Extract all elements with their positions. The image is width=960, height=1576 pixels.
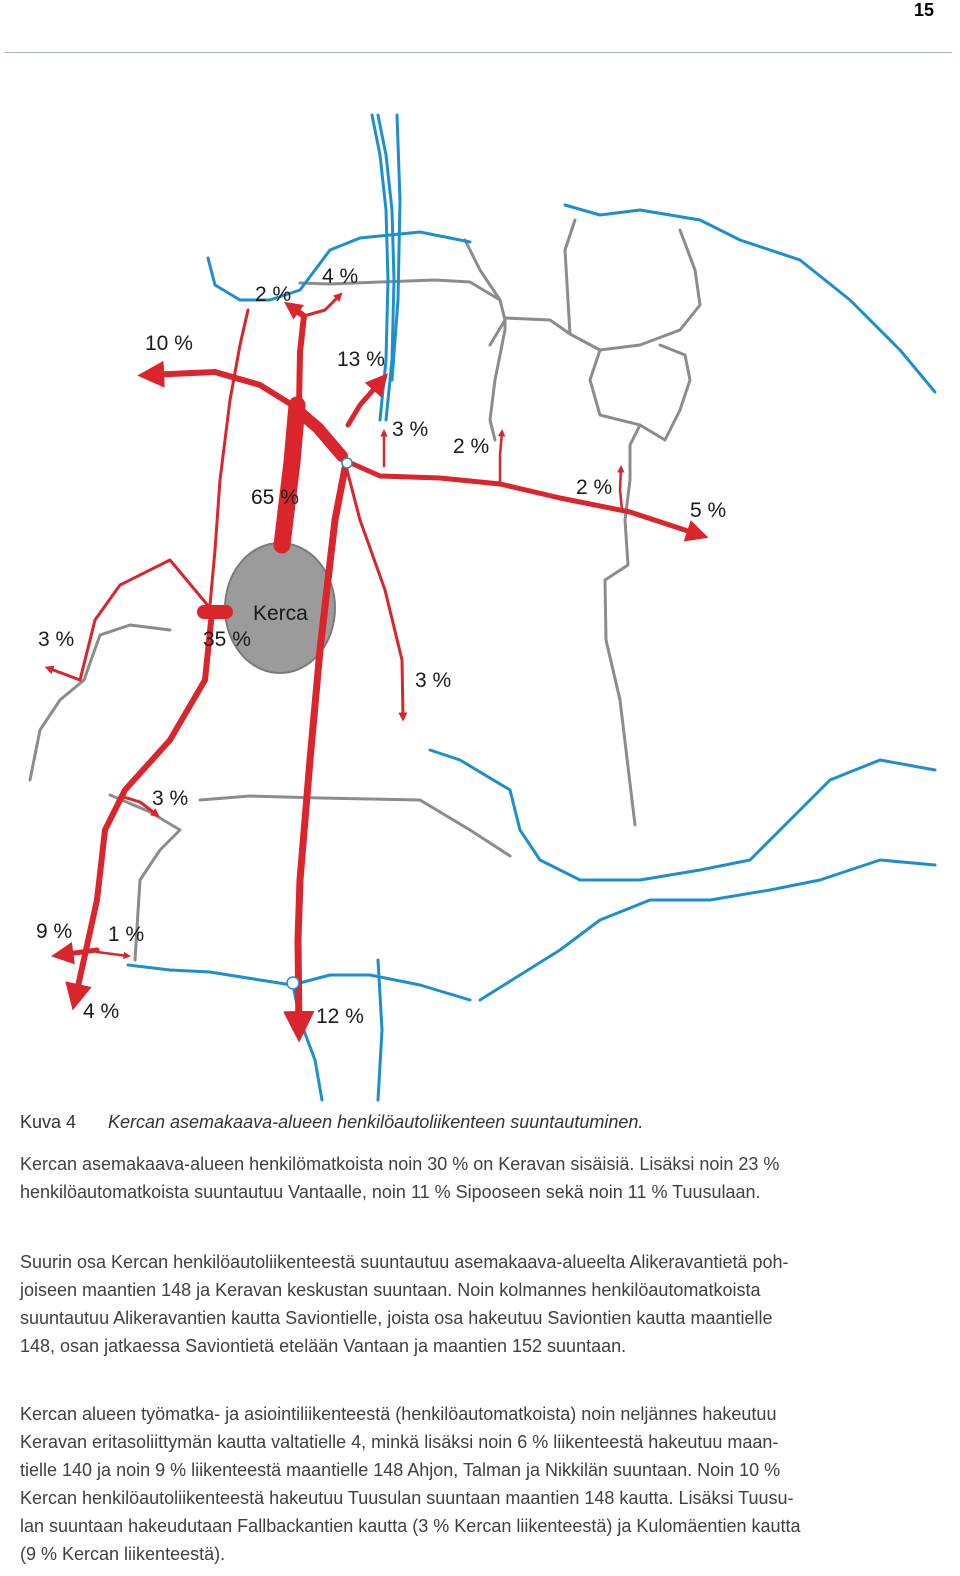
label-13: 13 %: [337, 348, 385, 371]
page-number: 15: [913, 0, 934, 20]
label-5: 5 %: [690, 499, 727, 522]
paragraph-line: Kercan henkilöautoliikenteestä hakeutuu Tuusulan suuntaan maantien 148 kautta. Lisäksi Tuusu-: [20, 1488, 794, 1508]
label-kerca: Kerca: [253, 602, 308, 625]
label-2a: 2 %: [255, 283, 292, 306]
paragraph-1: [20, 1150, 940, 1206]
label-9: 9 %: [36, 920, 73, 943]
traffic-direction-map: [0, 100, 960, 1110]
paragraph-line: joiseen maantien 148 ja Keravan keskustan suuntaan. Noin kolmannes henkilöautomatkoista: [20, 1280, 761, 1300]
paragraph-line: Kercan alueen työmatka- ja asiointiliikenteestä (henkilöautomatkoista) noin neljännes hakeutuu: [20, 1404, 777, 1424]
caption-number: Kuva 4: [20, 1112, 77, 1132]
paragraph-line: lan suuntaan hakeudutaan Fallbackantien kautta (3 % Kercan liikenteestä) ja Kulomäentien kautta: [20, 1516, 801, 1536]
road-network: [30, 220, 700, 960]
label-4a: 4 %: [322, 265, 359, 288]
junction-marker: [342, 458, 352, 468]
figure-caption: [20, 1112, 643, 1133]
label-2b: 2 %: [453, 435, 490, 458]
header-rule: [4, 52, 952, 53]
label-12: 12 %: [316, 1005, 364, 1028]
paragraph-line: (9 % Kercan liikenteestä).: [20, 1544, 226, 1564]
paragraph-3: [20, 1400, 940, 1568]
paragraph-line: suuntautuu Alikeravantien kautta Saviontielle, joista osa hakeutuu Saviontien kautta maantielle: [20, 1308, 773, 1328]
flow-65: [282, 405, 297, 545]
junction-marker: [287, 977, 299, 989]
label-35: 35 %: [203, 628, 251, 651]
label-1: 1 %: [108, 923, 145, 946]
label-65: 65 %: [251, 486, 299, 509]
label-4b: 4 %: [83, 1000, 120, 1023]
label-2c: 2 %: [576, 476, 613, 499]
label-3a: 3 %: [392, 418, 429, 441]
label-3d: 3 %: [152, 787, 189, 810]
label-10: 10 %: [145, 332, 193, 355]
paragraph-line: tielle 140 ja noin 9 % liikenteestä maantielle 148 Ahjon, Talman ja Nikkilän suuntaan. Noin 10 %: [20, 1460, 781, 1480]
paragraph-line: henkilöautomatkoista suuntautuu Vantaalle, noin 11 % Sipooseen sekä noin 11 % Tuusulaan.: [20, 1182, 761, 1202]
label-3c: 3 %: [415, 669, 452, 692]
caption-text: Kercan asemakaava-alueen henkilöautoliikenteen suuntautuminen.: [108, 1112, 644, 1132]
paragraph-line: Kercan asemakaava-alueen henkilömatkoista noin 30 % on Keravan sisäisiä. Lisäksi noin 23 %: [20, 1154, 780, 1174]
paragraph-2: [20, 1248, 940, 1360]
paragraph-line: Suurin osa Kercan henkilöautoliikenteestä suuntautuu asemakaava-alueelta Alikeravantietä poh-: [20, 1252, 789, 1272]
paragraph-line: Keravan eritasoliittymän kautta valtatielle 4, minkä lisäksi noin 6 % liikenteestä hakeutuu maan-: [20, 1432, 779, 1452]
paragraph-line: 148, osan jatkaessa Saviontietä etelään Vantaan ja maantien 152 suuntaan.: [20, 1336, 627, 1356]
label-3b: 3 %: [38, 628, 75, 651]
